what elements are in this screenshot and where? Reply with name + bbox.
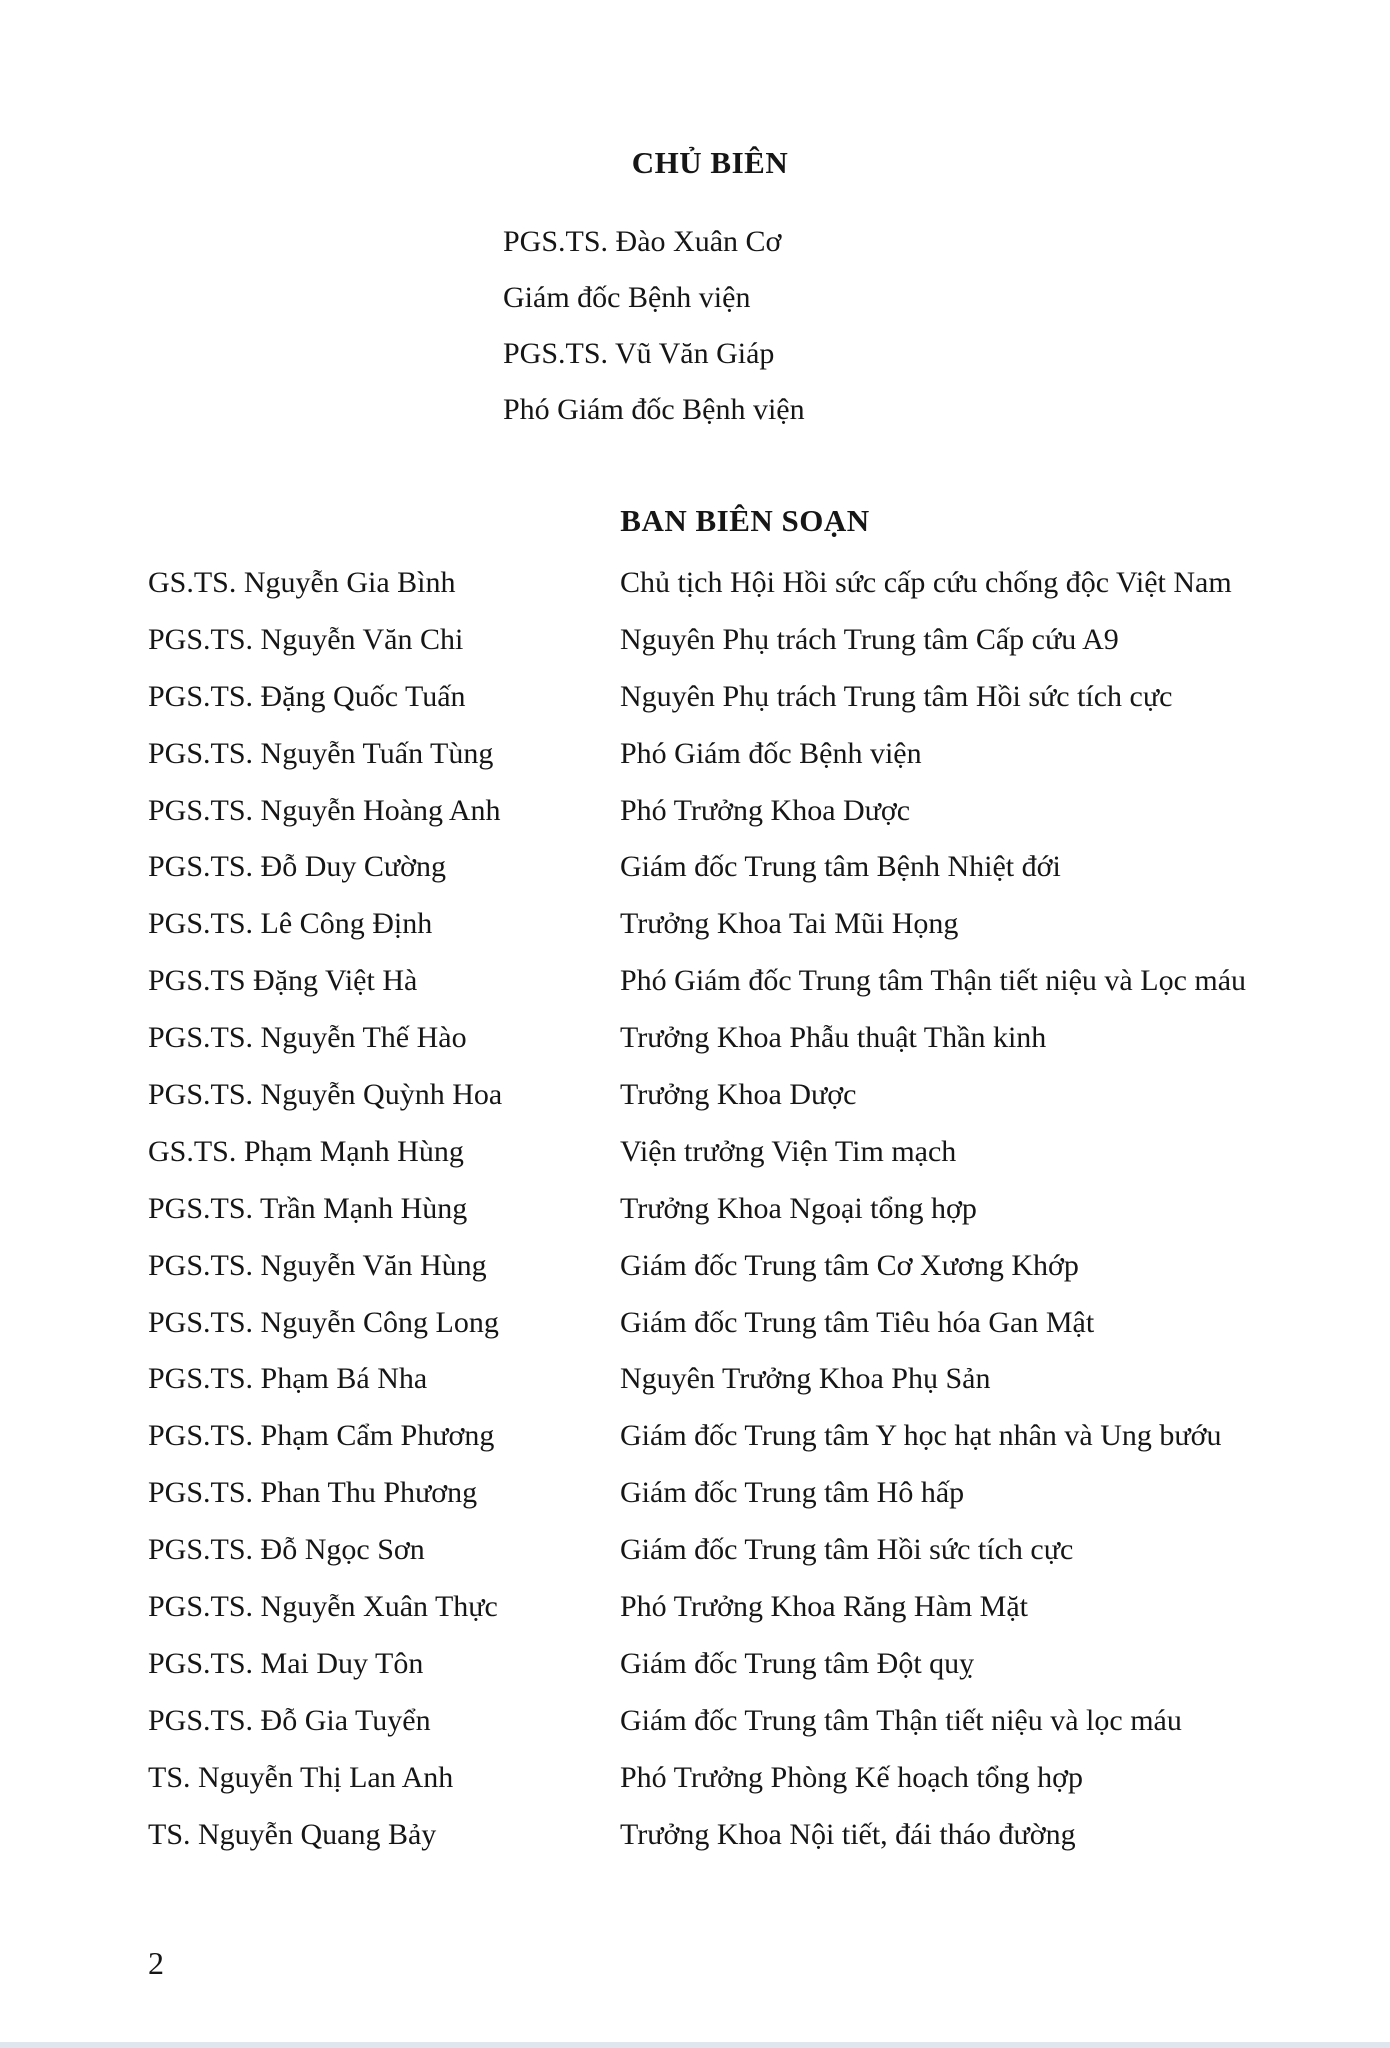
member-role: Trưởng Khoa Nội tiết, đái tháo đường	[620, 1817, 1076, 1851]
board-member-row	[148, 1072, 1298, 1129]
member-role: Phó Giám đốc Trung tâm Thận tiết niệu và Lọc máu	[620, 964, 1247, 998]
board-member-row	[148, 1300, 1298, 1357]
member-name: PGS.TS. Nguyễn Hoàng Anh	[148, 793, 501, 827]
member-name: PGS.TS. Trần Mạnh Hùng	[148, 1191, 468, 1225]
board-member-row	[148, 1129, 1298, 1186]
member-name: PGS.TS. Phan Thu Phương	[148, 1476, 478, 1510]
member-role: Trưởng Khoa Phẫu thuật Thần kinh	[620, 1021, 1047, 1055]
chief-editor-line: PGS.TS. Đào Xuân Cơ	[503, 225, 782, 258]
member-name: PGS.TS. Nguyễn Quỳnh Hoa	[148, 1078, 503, 1112]
member-role: Trưởng Khoa Tai Mũi Họng	[620, 907, 959, 941]
member-role: Trưởng Khoa Dược	[620, 1078, 857, 1112]
member-name: TS. Nguyễn Thị Lan Anh	[148, 1760, 454, 1794]
member-role: Nguyên Phụ trách Trung tâm Cấp cứu A9	[620, 622, 1119, 656]
board-member-row	[148, 788, 1298, 845]
member-role: Giám đốc Trung tâm Đột quỵ	[620, 1646, 975, 1680]
member-role: Trưởng Khoa Ngoại tổng hợp	[620, 1191, 977, 1225]
member-name: PGS.TS. Lê Công Định	[148, 907, 433, 941]
member-name: PGS.TS. Nguyễn Văn Hùng	[148, 1248, 487, 1282]
member-name: TS. Nguyễn Quang Bảy	[148, 1817, 437, 1851]
board-member-row	[148, 958, 1298, 1015]
member-role: Nguyên Trưởng Khoa Phụ Sản	[620, 1362, 991, 1396]
member-role: Viện trưởng Viện Tim mạch	[620, 1134, 957, 1168]
board-member-row	[148, 1698, 1298, 1755]
member-name: PGS.TS. Phạm Cẩm Phương	[148, 1419, 495, 1453]
member-role: Phó Trưởng Khoa Dược	[620, 793, 911, 827]
board-member-row	[148, 731, 1298, 788]
chief-editors-block	[503, 220, 805, 444]
member-role: Giám đốc Trung tâm Bệnh Nhiệt đới	[620, 850, 1061, 884]
member-name: PGS.TS Đặng Việt Hà	[148, 964, 418, 998]
member-name: PGS.TS. Nguyễn Công Long	[148, 1305, 499, 1339]
board-member-row	[148, 560, 1298, 617]
member-name: PGS.TS. Mai Duy Tôn	[148, 1646, 424, 1680]
scan-edge	[0, 2042, 1390, 2048]
member-name: PGS.TS. Đỗ Duy Cường	[148, 850, 447, 884]
member-name: GS.TS. Phạm Mạnh Hùng	[148, 1134, 464, 1168]
board-member-row	[148, 1641, 1298, 1698]
board-member-row	[148, 674, 1298, 731]
board-member-list	[148, 560, 1298, 1868]
member-role: Nguyên Phụ trách Trung tâm Hồi sức tích cực	[620, 679, 1173, 713]
board-member-row	[148, 1584, 1298, 1641]
member-role: Giám đốc Trung tâm Cơ Xương Khớp	[620, 1248, 1079, 1282]
member-role: Giám đốc Trung tâm Thận tiết niệu và lọc máu	[620, 1703, 1182, 1737]
board-member-row	[148, 1470, 1298, 1527]
member-role: Phó Trưởng Khoa Răng Hàm Mặt	[620, 1590, 1028, 1624]
chief-editor-line: Giám đốc Bệnh viện	[503, 281, 751, 314]
member-role: Phó Giám đốc Bệnh viện	[620, 736, 922, 770]
board-member-row	[148, 1527, 1298, 1584]
member-role: Chủ tịch Hội Hồi sức cấp cứu chống độc Việt Nam	[620, 566, 1232, 599]
member-role: Giám đốc Trung tâm Hô hấp	[620, 1476, 965, 1510]
board-member-row	[148, 1812, 1298, 1869]
member-name: PGS.TS. Đỗ Gia Tuyển	[148, 1703, 431, 1737]
member-role: Giám đốc Trung tâm Tiêu hóa Gan Mật	[620, 1305, 1095, 1339]
board-member-row	[148, 1015, 1298, 1072]
member-name: PGS.TS. Phạm Bá Nha	[148, 1362, 428, 1396]
chief-editor-line: Phó Giám đốc Bệnh viện	[503, 393, 805, 426]
member-role: Giám đốc Trung tâm Hồi sức tích cực	[620, 1533, 1074, 1567]
board-member-row	[148, 1243, 1298, 1300]
board-member-row	[148, 844, 1298, 901]
member-name: PGS.TS. Nguyễn Văn Chi	[148, 622, 464, 656]
board-member-row	[148, 1356, 1298, 1413]
board-member-row	[148, 1755, 1298, 1812]
member-name: GS.TS. Nguyễn Gia Bình	[148, 566, 456, 599]
board-member-row	[148, 1413, 1298, 1470]
member-name: PGS.TS. Đặng Quốc Tuấn	[148, 679, 466, 713]
board-member-row	[148, 1186, 1298, 1243]
chief-editors-heading: CHỦ BIÊN	[631, 145, 789, 180]
chief-editor-line: PGS.TS. Vũ Văn Giáp	[503, 337, 775, 370]
board-member-row	[148, 617, 1298, 674]
member-name: PGS.TS. Nguyễn Thế Hào	[148, 1021, 467, 1055]
page-number: 2	[148, 1945, 164, 1981]
board-member-row	[148, 901, 1298, 958]
board-heading: BAN BIÊN SOẠN	[620, 503, 870, 538]
member-name: PGS.TS. Nguyễn Tuấn Tùng	[148, 736, 494, 770]
member-name: PGS.TS. Nguyễn Xuân Thực	[148, 1590, 498, 1624]
member-role: Phó Trưởng Phòng Kế hoạch tổng hợp	[620, 1760, 1084, 1794]
member-role: Giám đốc Trung tâm Y học hạt nhân và Ung bướu	[620, 1419, 1222, 1453]
member-name: PGS.TS. Đỗ Ngọc Sơn	[148, 1533, 425, 1567]
